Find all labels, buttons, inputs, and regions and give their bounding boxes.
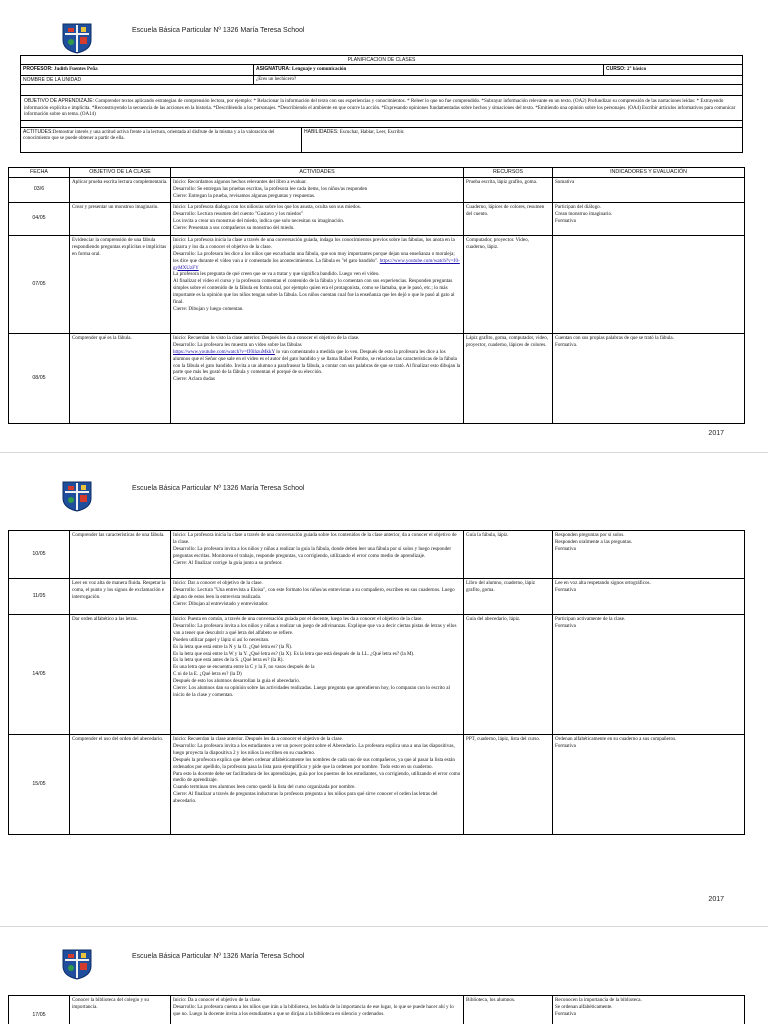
row-activities [171, 531, 464, 579]
youtube-link[interactable]: https://www.youtube.com/watch?v=J0-gyMXUzFY [173, 257, 460, 271]
school-name: Escuela Básica Particular Nº 1326 María Teresa School [132, 27, 305, 34]
page-divider [0, 452, 768, 453]
activity-line: Inicio: Dar a conocer el objetivo de la clase. [173, 580, 263, 586]
activities-table-page3 [8, 995, 745, 1024]
activities-table-page2 [8, 530, 745, 835]
table-row [9, 615, 745, 735]
page-1 [0, 0, 768, 445]
activity-line: Inicio: La profesora dialoga con los niños/as sobre los que los asusta, oculta son sus miedos. [173, 203, 362, 210]
row-objective: Comprender las características de una fábula. [70, 531, 171, 579]
row-indicators: Reconocen la importancia de la biblioteca. Se ordenan alfabéticamente. Formativa [553, 996, 745, 1024]
activity-line: Cierre: Al finalizar a través de preguntas inductoras la profesora pregunta a los niños para qué sirve conocer el orden las letras del abecedario. [173, 791, 438, 805]
row-resources: Guía la fábula, lápiz. [464, 531, 553, 579]
activity-line: Inicio: La profesora inicia la clase a través de una conversación guiada, indaga los conocimientos previos sobre las fábulas, los anota en la pizarra y los da a conocer el objetivo de la clase. [173, 236, 455, 250]
activity-line: Cierre: Al finalizar corrige la guía junto a su profesor. [173, 559, 283, 566]
activity-line: Cierre: Los alumnos dan su opinión sobre las actividades realizadas. Luego pregunta que aprendieron hoy, lo comparan con lo escrito al inicio de la clase y comentan. [173, 685, 450, 698]
activity-line: Inicio: Recuerdan la clase anterior. Después les da a conocer el objetivo de la clase. [173, 736, 344, 742]
row-activities [171, 615, 464, 735]
objetivo-cell [21, 96, 743, 121]
habilidades-cell [302, 128, 743, 153]
row-indicators: Participan activamente de la clase. Formativa [553, 615, 745, 735]
row-indicators: Cuentan con sus propias palabras de que se trató la fábula. Formativa. [553, 333, 745, 423]
activity-line: lo van comentando a medida que lo ven. Después de esto la profesora les dice a los alumnos que el Señor que sale en el video es el autor del gato bandido y se llama Rafael Pombo, se relaciona las características de la fábula con la fábula el gato bandido. Invita a un alumno a parafrasear la fábula, a contar con sus palabras de que se trató. Al finalizar esto dibujan la parte que más les gustó de la fábula y comentan el porqué de su elección. [173, 348, 461, 376]
row-indicators: Participan del diálogo. Crean monstruo imaginario. Formativa [553, 202, 745, 235]
table-row [9, 996, 745, 1024]
actitudes-cell [21, 128, 302, 153]
row-resources: Biblioteca, los alumnos. [464, 996, 553, 1024]
actitudes-label: ACTITUDES: [23, 129, 53, 135]
unidad-label: NOMBRE DE LA UNIDAD [21, 75, 254, 84]
row-resources: PPT, cuaderno, lápiz, lista del curso. [464, 735, 553, 835]
activity-line: Para esto la docente debe ser facilitadora de los aprendizajes, guía por los puestos de los estudiantes, va corrigiendo, utilizando el error como medio de aprendizaje. [173, 770, 461, 784]
row-indicators: Sumativa [553, 177, 745, 202]
activity-line: Es la letra que está antes de la S. ¿Qué letra es? (la R). [173, 657, 284, 664]
activity-line: Desarrollo: La profesora invita a los niños y niñas a realizar un juego de adivinanzas. Explique que va a decir ciertas pistas de letras y ellos van a tener que descubrir a qué letra del alfabeto se refiere. [173, 622, 457, 636]
table-row [9, 531, 745, 579]
curso-cell [604, 65, 743, 75]
activity-line: Inicio: La profesora inicia la clase a través de una conversación guiada sobre los contenidos de la clase anterior, da a conocer el objetivo de la clase. [173, 532, 457, 545]
col-fecha: FECHA [9, 168, 70, 178]
unidad-value: ¿Eres un hechicero? [254, 75, 743, 84]
table-row [9, 579, 745, 615]
col-objetivo: OBJETIVO DE LA CLASE [70, 168, 171, 178]
profesor-label: PROFESOR: [23, 66, 53, 73]
row-date: 10/05 [9, 531, 70, 579]
activity-line: Desarrollo: La profesora les dice a los niños que escucharán una fábula, que son muy importantes porque dejan una enseñanza o moraleja; les dice que durante el vídeo van a ir comentado los acontecimientos. La fábula es "el gato bandido". [173, 250, 455, 264]
curso-label: CURSO: [606, 66, 626, 73]
row-indicators: Responden preguntas por sí solos. Responden oralmente a las preguntas. Formativa [553, 531, 745, 579]
row-resources: Prueba escrita, lápiz grafito, goma. [464, 177, 553, 202]
activities-table-page1 [8, 167, 745, 424]
row-activities [171, 333, 464, 423]
row-activities [171, 579, 464, 615]
youtube-link[interactable]: https://www.youtube.com/watch?v=fJ0ihzuMkkY [173, 348, 275, 355]
activity-line: Es la letra que está entre la N y la O. ¿Qué letra es? (la Ñ). [173, 643, 293, 650]
activity-line: La profesora les pregunta de qué creen que se va a tratar y que significa bandido. Luego ven el video. [173, 271, 380, 278]
activity-line: Cierre: Dibujan y luego comentan. [173, 305, 244, 312]
row-objective: Dar orden alfabético a las letras. [70, 615, 171, 735]
activity-line: Cierre: Entregan la prueba, revisamos algunas preguntas y respuestas. [173, 192, 316, 199]
activity-line: Desarrollo: Lectura resumen del cuento "Gustavo y los miedos" [173, 210, 304, 217]
page-year: 2017 [708, 896, 724, 903]
activity-line: Es la letra que está entre la W y la Y. ¿Qué letra es? (la X). Es la letra que está después de la LL. ¿Qué letra es? (la M). [173, 650, 415, 657]
row-objective: Conocer la biblioteca del colegio y su importancia. [70, 996, 171, 1024]
table-row [9, 202, 745, 235]
school-logo-icon [60, 948, 94, 980]
objetivo-label: OBJETIVO DE APRENDIZAJE: [24, 98, 95, 105]
row-indicators: Ordenan alfabéticamente en su cuaderno a sus compañeros. Formativa [553, 735, 745, 835]
activity-line: Desarrollo: La profesora invita a los niños y niñas a realizar la guía la fábula, donde deben leer una fábula por sí solos y luego responder preguntas escritas. Monitorea el trabajo, responde preguntas, va corrigiendo, utilizando el error como medio de aprendizaje. [173, 545, 452, 559]
activity-line: Cuando terminan tres alumnos leen como quedó la lista del curso organizada por nombre. [173, 784, 356, 791]
plan-title: PLANIFICACION DE CLASES [21, 56, 743, 65]
col-indicadores: INDICADORES Y EVALUACIÓN [553, 168, 745, 178]
activity-line: Cierre: Aclara dudas [173, 376, 215, 383]
activity-line: Desarrollo: Se entregan las pruebas escritas, la profesora lee cada ítems, los niños/as responden [173, 185, 368, 192]
asignatura-cell [254, 65, 604, 75]
page-2 [0, 460, 768, 920]
page-divider [0, 926, 768, 927]
school-logo-icon [60, 22, 94, 54]
activity-line: Desarrollo: La profesora cuenta a los niños que irán a la biblioteca, les habla de la importancia de ese lugar, lo que se puede hacer ahí y lo que no. Luego la docente invita a los estudiantes a que se dirijan a la biblioteca en silencio y ordenados. [173, 1003, 454, 1017]
profesor-value: Judith Fuentes Peña [53, 67, 98, 73]
table-row [9, 235, 745, 333]
page-3 [0, 932, 768, 1024]
activity-line: Al finalizar el video el curso y la profesora comentan el contenido de la fábula y lo comentan con sus experiencias. Responden preguntas simples sobre el contenido de la fábula en forma oral, por ejemplo quien era el protagonista, como se llamaba, que le pasó, etc.; lo más importante es la opinión que los niños tengan sobre la fábula. Los niños cuentan cual fue la enseñanza que les dejó o que le pasó al gato al final. [173, 278, 455, 306]
activity-line: Desarrollo: La profesora invita a los estudiantes a ver un power point sobre el Abecedario. La profesora explica una a una las diapositivas, luego proyecta la diapositiva 2 y los niños la escriben en su cuaderno. [173, 742, 455, 756]
row-resources: Cuaderno, lápices de colores, resumen del cuento. [464, 202, 553, 235]
row-activities [171, 735, 464, 835]
table-row [9, 333, 745, 423]
row-activities [171, 202, 464, 235]
row-date: 17/05 [9, 996, 70, 1024]
school-logo-icon [60, 480, 94, 512]
activity-line: Pueden utilizar papel y lápiz si así lo necesitan. [173, 636, 270, 643]
activity-line: Inicio: Puesta en común, a través de una conversación guiada por el docente, luego les da a conocer el objetivo de la clase. [173, 616, 423, 622]
row-objective: Evidenciar la comprensión de una fábula respondiendo preguntas explícitas e implícitas en forma oral. [70, 235, 171, 333]
table-row [9, 735, 745, 835]
curso-value: 2° básico [626, 67, 647, 73]
activity-line: C ni de la E. ¿Qué letra es? (la D) [173, 671, 242, 678]
activity-line: Inicio: Recuerdan lo visto la clase anterior. Después les da a conocer el objetivo de la clase. [173, 334, 360, 341]
activity-line: Inicio: Recordamos algunos hechos relevantes del libro a evaluar. [173, 178, 307, 185]
row-objective: Leer en voz alta de manera fluida. Respetar la coma, el punto y los signos de exclamación e interrogación. [70, 579, 171, 615]
activity-line: Inicio: Da a conocer el objetivo de la clase. [173, 997, 262, 1003]
row-indicators: Lee en voz alta respetando signos ortográficos. Formativa [553, 579, 745, 615]
table-row [9, 177, 745, 202]
profesor-cell [21, 65, 254, 75]
actitudes-table [20, 127, 743, 153]
objetivo-value: Comprender textos aplicando estrategias de comprensión lectora, por ejemplo: * Relacionar la información del texto con sus experiencias y conocimientos. * Releer lo que no fue comprendido. *Subrayar información relevante en un texto. (OA2) Profundizar su comprensión de las narraciones leídas: * Extrayendo información explícita e implícita. *Reconstruyendo la secuencia de las acciones en la historia. *Describiendo a los personajes. *Describiendo el ambiente en que ocurre la acción. *Expresando opiniones fundamentadas sobre hechos y situaciones del texto. *Emitiendo una opinión sobre los personajes. (OA4) Escribir artículos informativos para comunicar información sobre un tema. (OA14) [24, 99, 736, 118]
row-activities [171, 177, 464, 202]
activity-line: Es una letra que se encuentra entre la C y la F, no vasos después de la [173, 664, 315, 671]
spacer-row [21, 85, 743, 96]
planning-header-table [20, 55, 743, 128]
row-resources: Libro del alumno, cuaderno, lápiz grafito, goma. [464, 579, 553, 615]
row-objective: Comprender el uso del orden del abecedario. [70, 735, 171, 835]
row-resources: Guía del abecedario, lápiz. [464, 615, 553, 735]
school-name: Escuela Básica Particular Nº 1326 María Teresa School [132, 485, 305, 492]
activity-line: Desarrollo: La profesora les muestra un video sobre las fábulas [173, 341, 302, 348]
row-objective: Comprender qué es la fábula. [70, 333, 171, 423]
activity-line: Después la profesora explica que deben ordenar alfabéticamente los nombres de cada uno de sus compañeros, ya que al pasar la lista están ordenados por apellido, la profesora pasa la lista para ejemplificar y pide que la ordenen por nombre. Todo esto en su cuaderno. [173, 756, 455, 770]
asignatura-value: Lenguaje y comunicación [291, 67, 347, 73]
habilidades-value: : Escuchar, Hablar, Leer, Escribir. [337, 130, 405, 135]
row-objective: Crear y presentar un monstruo imaginario. [70, 202, 171, 235]
row-date: 08/05 [9, 333, 70, 423]
activity-line: Desarrollo: Lectura "Una entrevista a Eloísa", con este formato los niños/as entrevistan a su compañero, escriben en sus cuadernos. Luego alguno de estos leen la entrevista realizada. [173, 586, 455, 600]
activity-line: Los invita a crear un monstruo del miedo, indica que solo necesitan su imaginación. [173, 217, 345, 224]
school-name: Escuela Básica Particular Nº 1326 María Teresa School [132, 953, 305, 960]
row-objective: Aplicar prueba escrita lectura complementaria. [70, 177, 171, 202]
row-indicators [553, 235, 745, 333]
col-actividades: ACTIVIDADES [171, 168, 464, 178]
row-activities [171, 235, 464, 333]
activity-line: Cierre: Dibujan al entrevistado y entrevistador. [173, 600, 269, 607]
row-date: 11/05 [9, 579, 70, 615]
activity-line: Cierre: Presentan a sus compañeros su monstruo del miedo. [173, 224, 295, 231]
asignatura-label: ASIGNATURA: [256, 66, 291, 73]
row-date: 03/6 [9, 177, 70, 202]
activity-line: Después de esto los alumnos desarrollan la guía el abecedario. [173, 678, 301, 685]
row-date: 04/05 [9, 202, 70, 235]
row-resources: Lápiz grafito, goma, computador, video, proyector, cuaderno, lápices de colores. [464, 333, 553, 423]
row-date: 07/05 [9, 235, 70, 333]
page-year: 2017 [708, 430, 724, 437]
row-date: 15/05 [9, 735, 70, 835]
row-resources: Computador, proyector. Video, cuaderno, lápiz. [464, 235, 553, 333]
row-activities [171, 996, 464, 1024]
col-recursos: RECURSOS [464, 168, 553, 178]
row-date: 14/05 [9, 615, 70, 735]
habilidades-label: HABILIDADES [304, 129, 338, 135]
actitudes-value: Demostrar interés y una actitud activa frente a la lectura, orientada al disfrute de la misma y a la valoración del conocimiento que se puede obtener a partir de ella. [23, 130, 275, 142]
